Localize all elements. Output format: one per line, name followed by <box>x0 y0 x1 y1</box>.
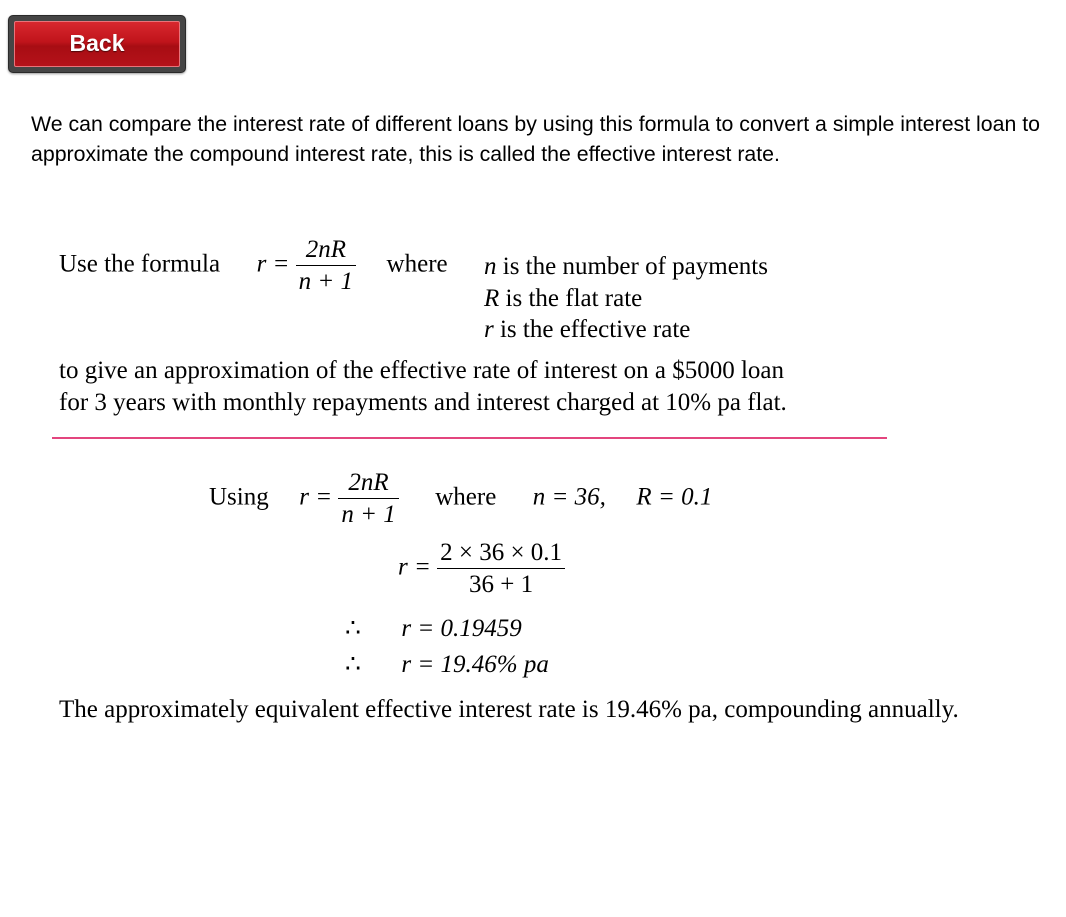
back-button-face[interactable] <box>14 21 180 67</box>
back-button-label: Back <box>69 29 125 56</box>
intro-paragraph: We can compare the interest rate of different loans by using this formula to convert a simple interest loan to approximate the compound interest rate, this is called the effective interest rate. <box>31 112 1040 166</box>
solution-lhs: r = <box>299 483 333 511</box>
solution-formula <box>209 469 712 529</box>
solution-fraction <box>338 469 398 529</box>
definition-symbol: R <box>484 285 500 312</box>
back-button[interactable] <box>8 15 186 73</box>
solution-denominator: n + 1 <box>341 501 396 528</box>
question-line-2: for 3 years with monthly repayments and interest charged at 10% pa flat. <box>59 389 787 416</box>
use-the-formula-text: Use the formula <box>59 250 221 278</box>
solution-numerator: 2nR <box>338 469 398 499</box>
step2-fraction <box>437 539 565 599</box>
section-divider <box>52 437 887 439</box>
where-text: where <box>386 250 448 278</box>
R-value: R = 0.1 <box>636 483 713 511</box>
definition-symbol: n <box>484 253 497 280</box>
formula-statement <box>59 236 448 296</box>
formula-denominator: n + 1 <box>298 268 354 295</box>
definition-text: is the flat rate <box>505 285 643 312</box>
therefore-symbol: ∴ <box>345 615 361 642</box>
formula-lhs: r = <box>256 250 290 278</box>
definition-n <box>484 253 768 281</box>
definition-text: is the number of payments <box>502 253 768 280</box>
step2-numerator: 2 × 36 × 0.1 <box>437 539 565 569</box>
formula-numerator: 2nR <box>296 236 356 266</box>
solution-step-4 <box>345 649 549 679</box>
formula-fraction <box>296 236 356 296</box>
solution-step-3 <box>345 613 522 643</box>
definition-symbol: r <box>484 316 494 343</box>
solution-where-text: where <box>435 483 497 511</box>
step4-text: r = 19.46% pa <box>401 651 549 678</box>
solution-step-2 <box>398 539 565 599</box>
n-value: n = 36, <box>532 483 606 511</box>
definition-R <box>484 285 642 313</box>
using-text: Using <box>209 483 269 511</box>
step2-denominator: 36 + 1 <box>469 571 534 598</box>
step2-lhs: r = <box>398 553 431 581</box>
therefore-symbol: ∴ <box>345 651 361 678</box>
question-line-1: to give an approximation of the effective rate of interest on a $5000 loan <box>59 357 784 384</box>
definition-text: is the effective rate <box>499 316 691 343</box>
step3-text: r = 0.19459 <box>401 615 522 642</box>
definition-r <box>484 316 690 344</box>
conclusion-text: The approximately equivalent effective interest rate is 19.46% pa, compounding annually. <box>59 696 959 723</box>
